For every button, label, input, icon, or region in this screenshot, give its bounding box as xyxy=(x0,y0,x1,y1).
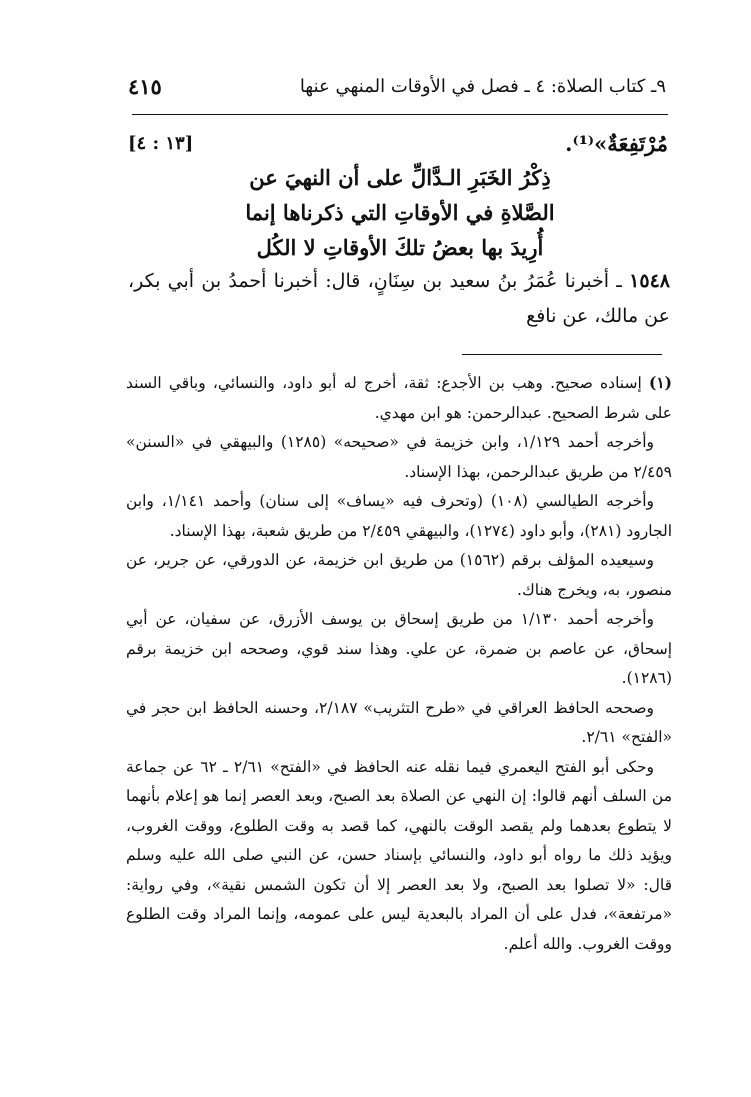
footnote-paragraph xyxy=(126,368,672,428)
header-title: ٩ـ كتاب الصلاة: ٤ ـ فصل في الأوقات المنهي عنها xyxy=(299,75,666,97)
page-number: ٤١٥ xyxy=(128,73,162,99)
footnote-paragraph: وحكى أبو الفتح اليعمري فيما نقله عنه الحافظ في «الفتح» ٢/٦١ ـ ٦٢ عن جماعة من السلف أنهم قالوا: إن النهي عن الصلاة بعد الصبح، وبعد العصر إنما هو إعلام بأنهما لا يتطوع بعدهما ولم يقصد الوقت بالنهي، كما قصد به وقت الطلوع، ووقت الغروب، ويؤيد ذلك ما رواه أبو داود، والنسائي بإسناد حسن، عن النبي صلى الله عليه وسلم قال: «لا تصلوا بعد الصبح، ولا بعد العصر إلا أن تكون الشمس نقية»، وفي رواية: «مرتفعة»، فدل على أن المراد بالبعدية ليس على عمومه، وإنما المراد وقت الطلوع ووقت الغروب. والله أعلم. xyxy=(126,757,672,953)
hadith-text: ـ أخبرنا عُمَرُ بنُ سعيد بن سِنَانٍ، قال: أخبرنا أحمدُ بن أبي بكر، عن مالك، عن نافع xyxy=(128,270,670,327)
footnotes xyxy=(126,368,672,959)
footnote-divider xyxy=(462,354,662,355)
hadith-number: ١٥٤٨ xyxy=(629,270,670,292)
footnote-paragraph: وأخرجه أحمد ١/١٣٠ من طريق إسحاق بن يوسف الأزرق، عن سفيان، عن أبي إسحاق، عن عاصم بن ضمرة، عن علي. وهذا سند قوي، وصححه ابن خزيمة برقم (١٢٨٦). xyxy=(126,610,672,687)
reference-label: [١٣ : ٤] xyxy=(128,132,194,154)
header-divider xyxy=(132,114,668,115)
hadith-paragraph xyxy=(128,264,670,334)
chapter-heading xyxy=(240,160,560,265)
footnote-paragraph: وأخرجه الطيالسي (١٠٨) (وتحرف فيه «يساف» إلى سنان) وأحمد ١/١٤١، وابن الجارود (٢٨١)، وأبو داود (١٢٧٤)، والبيهقي ٢/٤٥٩ من طريق شعبة، بهذا الإسناد. xyxy=(126,492,672,540)
footnote-number: (١) xyxy=(648,373,672,392)
footnote-text: إسناده صحيح. وهب بن الأجدع: ثقة، أخرج له أبو داود، والنسائي، وباقي السند على شرط الصحيح. عبدالرحمن: هو ابن مهدي. xyxy=(126,374,672,422)
previous-hadith-ending xyxy=(128,126,668,160)
chapter-heading-line-2: الصَّلاةِ في الأوقاتِ التي ذكرناها إنما xyxy=(245,200,555,225)
footnote-paragraph: وأخرجه أحمد ١/١٢٩، وابن خزيمة في «صحيحه» (١٢٨٥) والبيهقي في «السنن» ٢/٤٥٩ من طريق عبدالرحمن، بهذا الإسناد. xyxy=(126,433,672,481)
chapter-heading-line-1: ذِكْرُ الخَبَرِ الـدَّالِّ على أن النهيَ عن xyxy=(249,165,551,190)
footnote-paragraph: وصححه الحافظ العراقي في «طرح التثريب» ٢/١٨٧، وحسنه الحافظ ابن حجر في «الفتح» ٢/٦١. xyxy=(126,698,672,746)
running-header xyxy=(128,66,666,106)
footnote-paragraph: وسيعيده المؤلف برقم (١٥٦٢) من طريق ابن خزيمة، عن الدورقي، عن جرير، عن منصور، به، ويخرج هناك. xyxy=(126,551,672,599)
chapter-heading-line-3: أُرِيدَ بها بعضُ تلكَ الأوقاتِ لا الكُل xyxy=(256,235,544,260)
previous-hadith-last-word: مُرْتَفِعَةٌ»⁽¹⁾. xyxy=(565,130,668,156)
